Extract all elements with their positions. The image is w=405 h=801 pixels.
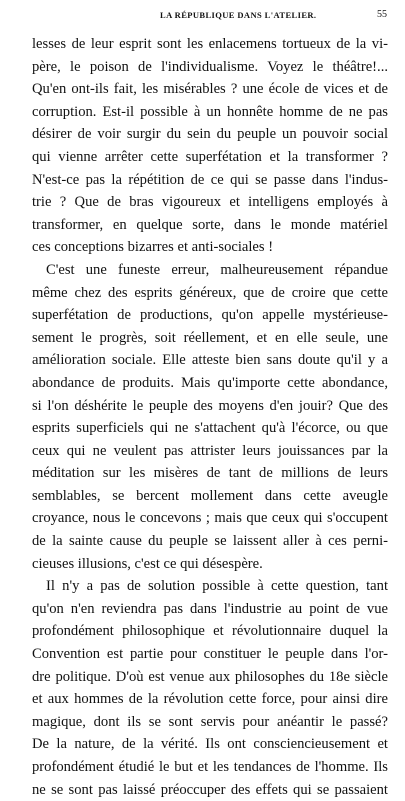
text-line: ces conceptions bizarres et anti-sociales ! xyxy=(32,239,274,256)
text-line: méditation sur les misères de tant de millions de leurs xyxy=(32,465,388,482)
text-line: corruption. Est-il possible à un honnête homme de ne pas xyxy=(32,103,388,120)
text-line: qui vienne arrêter cette superfétation et la transformer ? xyxy=(32,148,388,165)
text-line: père, le poison de l'individualisme. Voyez le théâtre!... xyxy=(32,58,388,75)
text-line: C'est une funeste erreur, malheureusement répandue xyxy=(46,261,388,278)
text-line: transformer, en quelque sorte, dans le monde matériel xyxy=(32,216,388,233)
text-line: N'est-ce pas la répétition de ce qui se passe dans l'indus- xyxy=(32,171,388,188)
text-line: désirer de voir surgir du sein du peuple un pouvoir social xyxy=(32,126,388,143)
page-number: 55 xyxy=(377,9,387,20)
text-line: De la nature, de la vérité. Ils ont consciencieusement et xyxy=(32,736,388,753)
paragraph xyxy=(32,575,388,801)
text-line: amélioration sociale. Elle atteste bien sans doute qu'il y a xyxy=(32,352,388,369)
text-line: dre politique. D'où est venue aux philosophes du 18e siècle xyxy=(32,668,388,685)
text-line: qu'on n'en reviendra pas dans l'industrie au point de vue xyxy=(32,600,388,617)
paragraph xyxy=(32,33,388,259)
text-line: même chez des esprits généreux, que de croire que cette xyxy=(32,284,388,301)
page-body xyxy=(32,33,388,801)
text-line: semblables, se bercent mollement dans cette aveugle xyxy=(32,487,388,504)
text-line: de la sainte cause du peuple se laissent aller à ces perni- xyxy=(32,533,388,550)
text-line: si l'on déshérite le peuple des moyens d'en jouir? Que des xyxy=(32,397,388,414)
text-line: Il n'y a pas de solution possible à cette question, tant xyxy=(46,578,388,595)
running-head: LA RÉPUBLIQUE DANS L'ATELIER. xyxy=(160,10,317,20)
text-line: profondément philosophique et révolutionnaire duquel la xyxy=(32,623,388,640)
text-line: superfétation de productions, qu'on appelle mystérieuse- xyxy=(32,307,388,324)
text-line: sement le progrès, soit réellement, et en elle seule, une xyxy=(32,329,388,346)
text-line: cieuses illusions, c'est ce qui désespère. xyxy=(32,555,263,572)
text-line: Convention est partie pour constituer le peuple dans l'or- xyxy=(32,646,388,663)
text-line: ne se sont pas laissé préoccuper des effets qui se passaient xyxy=(32,781,388,798)
page-header xyxy=(30,10,387,24)
text-line: esprits superficiels qui ne s'attachent qu'à l'écorce, ou que xyxy=(32,420,388,437)
text-line: croyance, nous le concevons ; mais que ceux qui s'occupent xyxy=(32,510,388,527)
text-line: magique, dont ils se sont servis pour anéantir le passé? xyxy=(32,713,388,730)
text-line: et aux hommes de la révolution cette force, pour ainsi dire xyxy=(32,691,388,708)
text-line: Qu'en ont-ils fait, les misérables ? une école de vices et de xyxy=(32,81,388,98)
text-line: abondance de produits. Mais qu'importe cette abondance, xyxy=(32,374,388,391)
text-line: lesses de leur esprit sont les enlacemens tortueux de la vi- xyxy=(32,36,388,52)
paragraph xyxy=(32,259,388,575)
text-line: profondément étudié le but et les tendances de l'homme. Ils xyxy=(32,759,388,775)
text-line: trie ? Que de bras vigoureux et intelligens employés à xyxy=(32,194,388,211)
text-line: ceux qui ne veulent pas attrister leurs jouissances par la xyxy=(32,442,388,459)
